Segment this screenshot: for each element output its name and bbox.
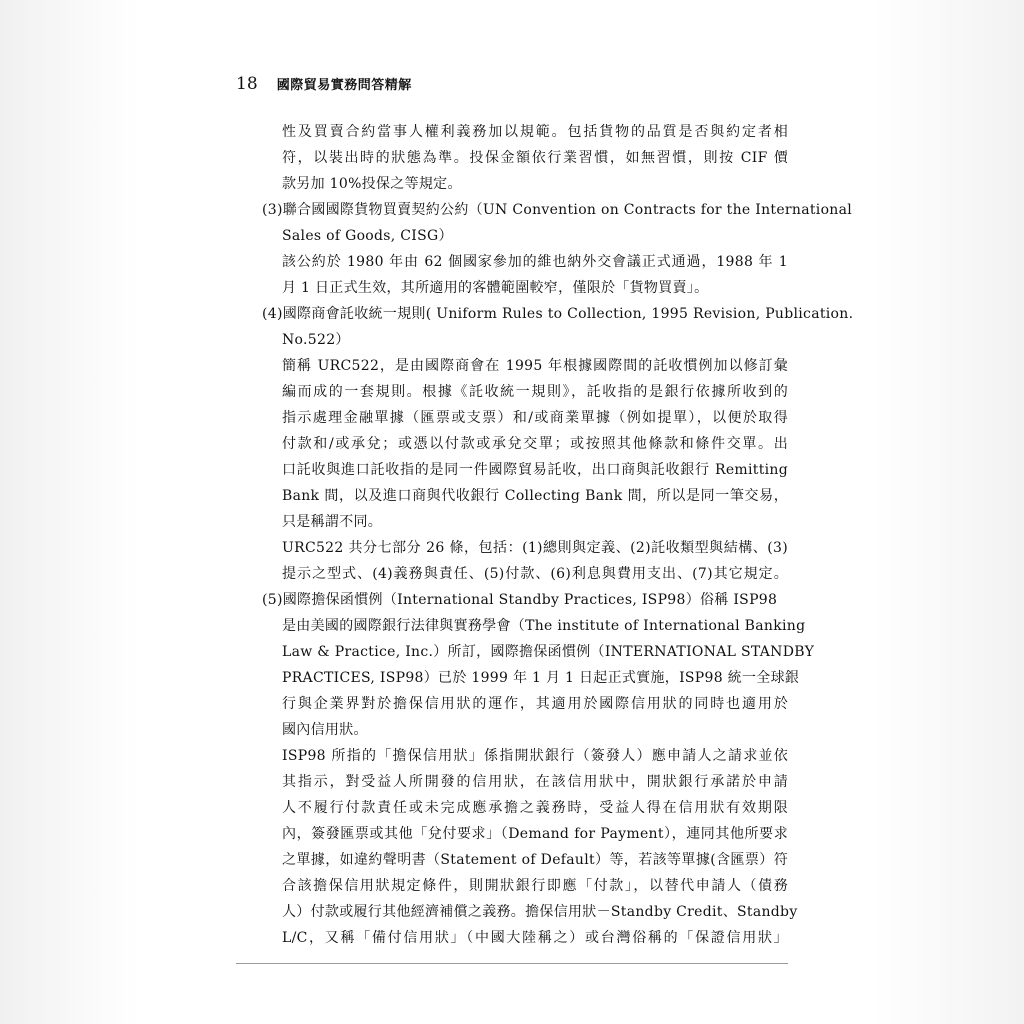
text-line: 編而成的一套規則。根據《託收統一規則》，託收指的是銀行依據所收到的 <box>282 384 788 400</box>
text-line: 口託收與進口託收指的是同一件國際貿易託收，出口商與託收銀行 Remitting <box>282 462 788 478</box>
page-edge-shadow <box>874 0 1024 1024</box>
text-line: 其指示，對受益人所開發的信用狀，在該信用狀中，開狀銀行承諾於申請 <box>282 774 788 790</box>
footer-rule <box>236 963 788 964</box>
text-line: 該公約於 1980 年由 62 個國家參加的維也納外交會議正式通過，1988 年 1 <box>282 254 788 270</box>
text-line: 人不履行付款責任或未完成應承擔之義務時，受益人得在信用狀有效期限 <box>282 800 788 816</box>
page-number: 18 <box>236 74 258 94</box>
text-line: (4)國際商會託收統一規則( Uniform Rules to Collection, 1995 Revision, Publication. <box>262 306 854 322</box>
text-line: 月 1 日正式生效，其所適用的客體範圍較窄，僅限於「貨物買賣」。 <box>282 280 709 296</box>
page-gutter-shadow <box>0 0 140 1024</box>
text-line: 簡稱 URC522，是由國際商會在 1995 年根據國際間的託收慣例加以修訂彙 <box>282 358 788 374</box>
text-line: 性及買賣合約當事人權利義務加以規範。包括貨物的品質是否與約定者相 <box>282 124 788 140</box>
text-line: URC522 共分七部分 26 條，包括：(1)總則與定義、(2)託收類型與結構、(3) <box>282 540 788 556</box>
text-line: 行與企業界對於擔保信用狀的運作，其適用於國際信用狀的同時也適用於 <box>282 696 788 712</box>
text-line: ISP98 所指的「擔保信用狀」係指開狀銀行（簽發人）應申請人之請求並依 <box>282 748 788 764</box>
text-line: (5)國際擔保函慣例（International Standby Practices, ISP98）俗稱 ISP98 <box>262 592 778 608</box>
text-line: 國內信用狀。 <box>282 722 368 738</box>
body-text <box>262 119 854 951</box>
text-line: PRACTICES, ISP98）已於 1999 年 1 月 1 日起正式實施，ISP98 統一全球銀 <box>282 670 800 686</box>
running-header <box>236 74 412 94</box>
text-line: Law & Practice, Inc.）所訂，國際擔保函慣例（INTERNATIONAL STANDBY <box>282 644 815 660</box>
text-line: 合該擔保信用狀規定條件，則開狀銀行即應「付款」，以替代申請人（債務 <box>282 878 788 894</box>
text-line: Bank 間，以及進口商與代收銀行 Collecting Bank 間，所以是同一筆交易， <box>282 488 788 504</box>
running-title: 國際貿易實務問答精解 <box>276 78 412 93</box>
text-line: 內，簽發匯票或其他「兌付要求」（Demand for Payment），連同其他所要求 <box>282 826 788 842</box>
text-line: 只是稱謂不同。 <box>282 514 383 530</box>
text-line: 之單據，如違約聲明書（Statement of Default）等，若該等單據(含匯票）符 <box>282 852 788 868</box>
text-line: 付款和/或承兌；或憑以付款或承兌交單；或按照其他條款和條件交單。出 <box>282 436 788 452</box>
text-line: L/C，又稱「備付信用狀」（中國大陸稱之）或台灣俗稱的「保證信用狀」 <box>282 930 788 946</box>
text-line: 款另加 10%投保之等規定。 <box>282 176 462 192</box>
text-line: Sales of Goods, CISG） <box>282 228 453 244</box>
text-line: 提示之型式、(4)義務與責任、(5)付款、(6)利息與費用支出、(7)其它規定。 <box>282 566 788 582</box>
text-line: 指示處理金融單據（匯票或支票）和/或商業單據（例如提單），以便於取得 <box>282 410 788 426</box>
text-line: No.522） <box>282 332 350 348</box>
text-line: (3)聯合國國際貨物買賣契約公約（UN Convention on Contracts for the International <box>262 202 853 218</box>
text-line: 人）付款或履行其他經濟補償之義務。擔保信用狀－Standby Credit、Standby <box>282 904 798 920</box>
text-line: 是由美國的國際銀行法律與實務學會（The institute of International Banking <box>282 618 806 634</box>
text-line: 符，以裝出時的狀態為準。投保金額依行業習慣，如無習慣，則按 CIF 價 <box>282 150 788 166</box>
